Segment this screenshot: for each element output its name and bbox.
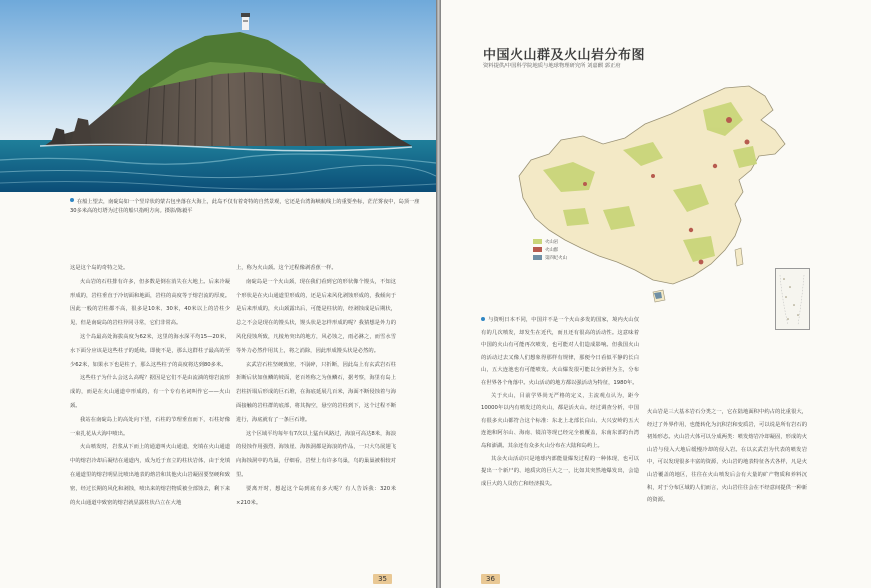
map-caption-left [481,314,639,490]
paragraph: 玄武岩石柱坚硬致密，不崩碎，只折断，因此岛上有玄武岩石柱折断后状如鱼鳞的坡面，老百姓称之为鱼鳞石，据考察，海里有岛上岩柱折塌后形成的巨石堆，在海底延展几百米，海面不断侵蚀着与海面接触的岩柱群的底部，将其掏空，悬空的岩柱到下，这个过程不断进行，海底就有了一条巨石堆。 [236,361,396,423]
paragraph: 南碇岛是一个火山颈，现在我们看到它的形状像个馒头，不知这个形状是在火山通道里形成的，还是后来风化剥蚀形成的，我倾向于是后来形成的，火山颈露出后，可能是柱状的，经剥蚀成是后期状，总之不会是现在的馒头状，馒头状是怎样形成的呢？我猜想是外力的风化侵蚀所致，凡棱角突出的地方，风必蚀之，雨必淋之，而雪水雪等外力必然作用其上，将之消除，因此形成馒头状是必然的。 [236,278,396,354]
legend-item: 火山岩 [533,239,567,247]
right-page [441,0,871,588]
caption-bullet-icon [481,317,485,321]
paragraph: 与资明日本不同，中国并不是一个火山多发的国家，境内火山仅有的几次喷发，却发生在近代，而且还有很高的活动性。这意味着中国的火山有可能再次喷发，也可能对人们造成影响。但我国火山的活动过去又像人们想象得那样有规律，那便今日看似平静的长白山，五大连池也有可能喷发。火山爆发很可能以全新世为主，分布在世界各个角落中。火山活动的地方都以强活动为特征，1980年。 [481,317,639,386]
legend-swatch-volcanic-rock [533,239,542,244]
paragraph: 火山岩是三大基本岩石分类之一，它在陆地面积中约占的比重很大，经过了外界作用，也能转化为沉积岩和变质岩，可以说是所有岩石的初始形态。火山岩大体可以分成两类：喷发熔岩冷却凝固，形成的火山岩与侵入大地后缓慢冷却的侵入岩。在以玄武岩为代表的喷发岩中，可以发现很多丰富的资源，火山岩的地表特征各式各样，凡是火山岩覆盖的地区，往往在火山喷发后会有大量的矿产物质和养料沉积，对于分布区域的人们而言，火山岩往往会在不经意间提供一种新的资源。 [647,409,807,504]
legend-item: 火山群 [533,247,567,255]
legend-swatch-quaternary [533,255,542,260]
south-china-sea-inset [775,268,810,330]
page-number: 36 [481,574,500,584]
paragraph: 这是这个岛的奇特之处。 [70,265,129,271]
paragraph: 关于火山，目前学界尚无严格的定义，主流观点认为，距今10000年以内有喷发过的火山，都是活火山。经过调查分析，中国有很多火山都符合这个标准：东北上北部长白山、大兴安岭的五大连池和阿尔山、海南、镜泊等现已经完全被覆盖，东南东部的台湾岛和澎湖。其余还有众多火山分布在大陆和岛屿上。 [481,392,639,449]
paragraph: 要离开时，想起这个岛到底有多大呢？有人告诉我：320米×210米。 [236,485,396,506]
map-title: 中国火山群及火山岩分布图 [483,48,646,63]
legend-item: 第四纪火山 [533,255,567,263]
paragraph: 火山岩的石柱排有许多，但多数是倒在消失在大地上。后来冷凝形成的，岩柱垂直于冷切面和地面，岩柱的高度等于熔岩流的厚度。因此一般的岩柱都不高，很多是10米、30米，40米以上的岩柱少见，但是南碇岛的岩柱异同寻常，它们非常高。 [70,278,230,327]
map-caption-right [647,406,807,507]
page-number: 35 [373,574,392,584]
island-photo [0,0,436,192]
paragraph: 火山喷发时，岩浆从下而上的通道叫火山通道，充填在火山通道中的熔岩冷却后凝结在通道内，成为近于直立的柱状岩体，由于充填在通道里的熔岩明显比喷出地表的熔岩和其他火山岩凝固要坚硬和致密，经过长期的风化和剥蚀，喷出来的熔岩物质被全部蚀去，剩下来的火山通道中致密的熔岩就显露柱状凸立在大地 [70,444,230,506]
legend-swatch-volcano-group [533,247,542,252]
article-column-1 [70,262,230,510]
paragraph: 我站在南碇岛上的高处向下望，石柱的节理垂直而下，石柱好像一束扎花从大海中喷出。 [70,416,230,437]
article-column-2 [236,262,396,510]
paragraph: 这个区域平均每年有7次以上猛台风路过，海浪可高达8米，海浪的侵蚀作用强烈，海蚀崖、海蚀洞都是海浪的作品，一只大鸟展翅飞向海蚀洞中的鸟巢，仔细看，岩壁上有许多鸟巢，鸟的巢巢被相较对里。 [236,430,396,478]
paragraph: 这个岛最高处海拔高度为62米，这里的海水深平均15—20米，水下面分应该是这些柱子的延续。即使不是，那么这群柱子最高的至少62米，如果水下也是柱子，那么这些柱子的高度将达到80多米。 [70,333,230,368]
taiwan-island [735,248,743,266]
china-volcano-map [503,80,803,340]
paragraph: 其余火山活动只是地球内部能量爆发过程的一种体现，也可以提出一个新尸的、地质灾的巨大之一，比如其突然地爆发出，会造成巨大的人员伤亡和经济损失。 [481,455,639,487]
paragraph: 这些柱子为什么会这么高呢？据因是它们不是由流淌的熔岩流形成的，而是在火山通道中形成的，有一个专有名词叫作它——火山颈。 [70,375,230,409]
photo-caption: 在船上望去，南碇岛如一个竖岸状的蒙古包坐落在大海上，此岛不仅有着奇特的自然景观，它还是台湾海峡航线上的重要坐标，茫茫雾夜中，岛顶一座30多米高的灯塔为过往的船只指明方向。摄影/陈毅平 [70,199,420,214]
paragraph: 上，称为火山颈。这个过程像剥香蕉一样。 [236,265,337,271]
map-credit: 资料提供/中国科学院地质与地球物理研究所 刘嘉麒 郭正府 [483,63,621,69]
caption-bullet-icon [70,198,74,202]
map-legend [533,239,567,263]
